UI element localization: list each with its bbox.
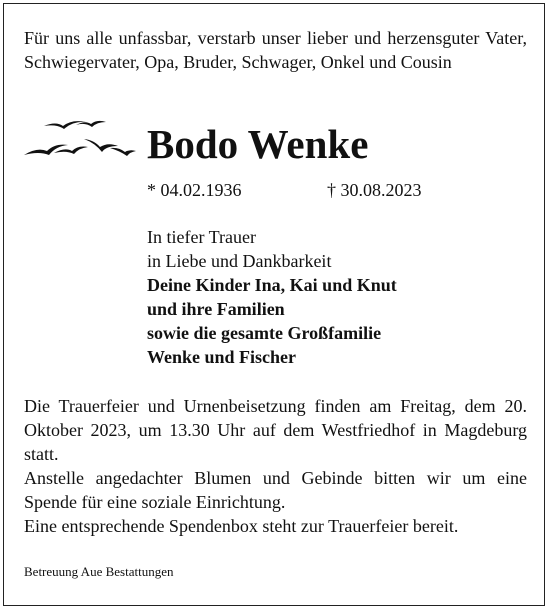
mourners-line-4: und ihre Familien [147, 299, 285, 319]
mourners-line-3: Deine Kinder Ina, Kai und Knut [147, 275, 397, 295]
birth-date: * 04.02.1936 [147, 180, 242, 200]
service-paragraph-1: Die Trauerfeier und Urnenbeisetzung finden am Freitag, dem 20. Oktober 2023, um 13.30 Uhr auf dem Westfriedhof in Magdeburg statt. [24, 396, 527, 464]
deceased-name: Bodo Wenke [147, 121, 369, 167]
mourners-block [147, 225, 397, 369]
intro-text: Für uns alle unfassbar, verstarb unser lieber und herzensguter Vater, Schwiegervater, Opa, Bruder, Schwager, Onkel und Cousin [24, 28, 527, 72]
death-date: † 30.08.2023 [327, 180, 422, 200]
mourners-line-2: in Liebe und Dankbarkeit [147, 251, 332, 271]
funeral-home-credit: Betreuung Aue Bestattungen [24, 564, 174, 579]
service-info [24, 394, 527, 538]
mourners-line-5: sowie die gesamte Großfamilie [147, 323, 382, 343]
service-paragraph-2: Anstelle angedachter Blumen und Gebinde bitten wir um eine Spende für eine soziale Einrichtung. [24, 468, 527, 512]
service-paragraph-3: Eine entsprechende Spendenbox steht zur Trauerfeier bereit. [24, 516, 459, 536]
mourners-line-6: Wenke und Fischer [147, 347, 297, 367]
flying-birds-icon [22, 114, 138, 164]
mourners-line-1: In tiefer Trauer [147, 227, 256, 247]
